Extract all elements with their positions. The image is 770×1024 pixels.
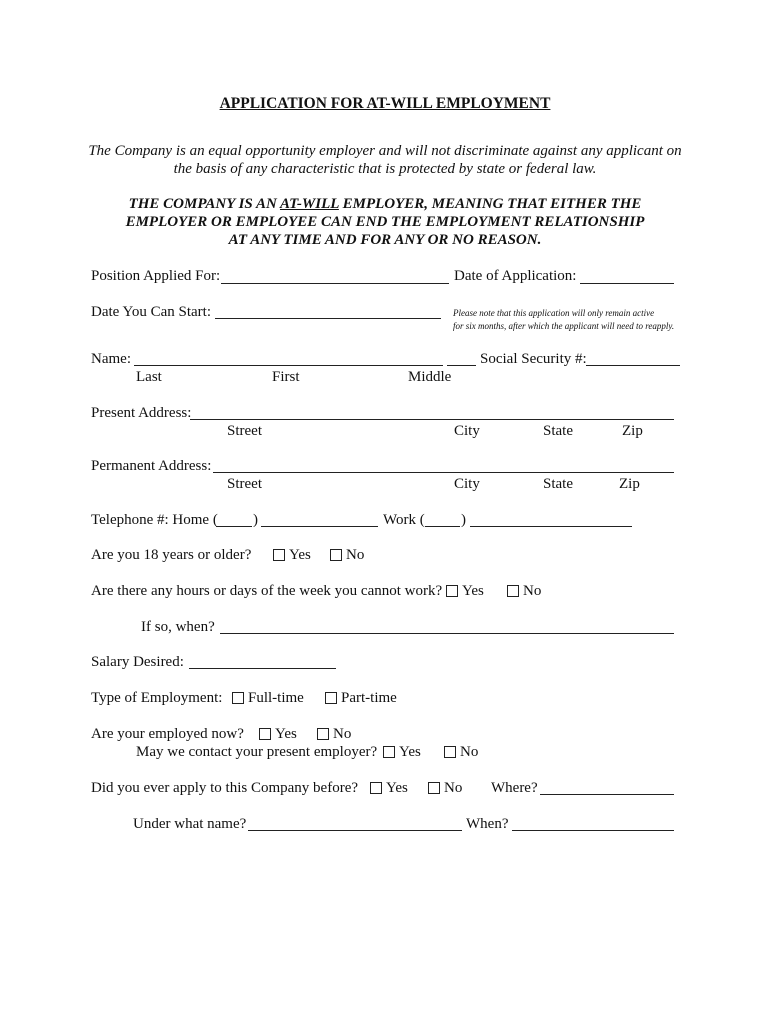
permanent-address-label: Permanent Address: <box>91 458 212 474</box>
age-yes-label: Yes <box>289 547 311 563</box>
form-title: APPLICATION FOR AT-WILL EMPLOYMENT <box>219 95 551 112</box>
name-middle-caption: Middle <box>408 369 452 385</box>
hours-no-label: No <box>523 583 542 599</box>
employed-now-question: Are your employed now? <box>91 726 244 742</box>
contact-no-checkbox[interactable] <box>444 746 456 758</box>
hours-no-checkbox[interactable] <box>507 585 519 597</box>
application-date-input[interactable] <box>580 283 674 284</box>
intro-line-2: the basis of any characteristic that is protected by state or federal law. <box>173 161 597 177</box>
when-input[interactable] <box>512 830 674 831</box>
validity-note-1: Please note that this application will only remain active <box>453 308 655 318</box>
position-label: Position Applied For: <box>91 268 221 284</box>
permanent-city-caption: City <box>454 476 480 492</box>
work-area-close: ) <box>461 512 466 528</box>
present-address-input[interactable] <box>190 419 674 420</box>
contact-employer-question: May we contact your present employer? <box>136 744 378 760</box>
ssn-input[interactable] <box>586 365 680 366</box>
contact-yes-label: Yes <box>399 744 421 760</box>
name-extra-input[interactable] <box>447 365 476 366</box>
present-city-caption: City <box>454 423 480 439</box>
name-input[interactable] <box>134 365 443 366</box>
position-input[interactable] <box>221 283 449 284</box>
employed-no-label: No <box>333 726 352 742</box>
start-date-label: Date You Can Start: <box>91 304 211 320</box>
permanent-zip-caption: Zip <box>619 476 640 492</box>
name-last-caption: Last <box>136 369 162 385</box>
employment-type-label: Type of Employment: <box>91 690 223 706</box>
part-time-label: Part-time <box>341 690 397 706</box>
salary-input[interactable] <box>189 668 336 669</box>
applied-no-checkbox[interactable] <box>428 782 440 794</box>
employed-no-checkbox[interactable] <box>317 728 329 740</box>
salary-label: Salary Desired: <box>91 654 184 670</box>
full-time-label: Full-time <box>248 690 304 706</box>
ssn-label: Social Security #: <box>480 351 587 367</box>
when-label: When? <box>466 816 509 832</box>
age-yes-checkbox[interactable] <box>273 549 285 561</box>
validity-note-2: for six months, after which the applicant will need to reapply. <box>453 321 675 331</box>
present-address-label: Present Address: <box>91 405 192 421</box>
present-street-caption: Street <box>227 423 262 439</box>
application-date-label: Date of Application: <box>454 268 577 284</box>
employed-yes-label: Yes <box>275 726 297 742</box>
permanent-address-input[interactable] <box>213 472 674 473</box>
home-phone-input[interactable] <box>261 526 378 527</box>
notice-line-1: THE COMPANY IS AN AT-WILL EMPLOYER, MEANING THAT EITHER THE <box>128 196 642 212</box>
age-question: Are you 18 years or older? <box>91 547 252 563</box>
notice-line-3: AT ANY TIME AND FOR ANY OR NO REASON. <box>228 232 542 248</box>
if-so-when-label: If so, when? <box>141 619 215 635</box>
permanent-street-caption: Street <box>227 476 262 492</box>
intro-line-1: The Company is an equal opportunity employer and will not discriminate against any applicant on <box>88 143 682 159</box>
age-no-checkbox[interactable] <box>330 549 342 561</box>
age-no-label: No <box>346 547 365 563</box>
permanent-state-caption: State <box>543 476 573 492</box>
name-first-caption: First <box>272 369 300 385</box>
home-area-close: ) <box>253 512 258 528</box>
applied-no-label: No <box>444 780 463 796</box>
hours-yes-checkbox[interactable] <box>446 585 458 597</box>
contact-yes-checkbox[interactable] <box>383 746 395 758</box>
present-zip-caption: Zip <box>622 423 643 439</box>
where-label: Where? <box>491 780 538 796</box>
applied-before-question: Did you ever apply to this Company before? <box>91 780 359 796</box>
work-phone-input[interactable] <box>470 526 632 527</box>
work-area-code-input[interactable] <box>425 526 460 527</box>
where-input[interactable] <box>540 794 674 795</box>
present-state-caption: State <box>543 423 573 439</box>
hours-question: Are there any hours or days of the week you cannot work? <box>91 583 443 599</box>
applied-yes-checkbox[interactable] <box>370 782 382 794</box>
full-time-checkbox[interactable] <box>232 692 244 704</box>
contact-no-label: No <box>460 744 479 760</box>
telephone-label: Telephone #: Home ( <box>91 512 218 528</box>
work-phone-label: Work ( <box>383 512 425 528</box>
under-what-name-label: Under what name? <box>133 816 247 832</box>
part-time-checkbox[interactable] <box>325 692 337 704</box>
hours-yes-label: Yes <box>462 583 484 599</box>
previous-name-input[interactable] <box>248 830 462 831</box>
notice-line-2: EMPLOYER OR EMPLOYEE CAN END THE EMPLOYMENT RELATIONSHIP <box>125 214 645 230</box>
start-date-input[interactable] <box>215 318 441 319</box>
home-area-code-input[interactable] <box>216 526 252 527</box>
if-so-when-input[interactable] <box>220 633 674 634</box>
employed-yes-checkbox[interactable] <box>259 728 271 740</box>
name-label: Name: <box>91 351 131 367</box>
applied-yes-label: Yes <box>386 780 408 796</box>
